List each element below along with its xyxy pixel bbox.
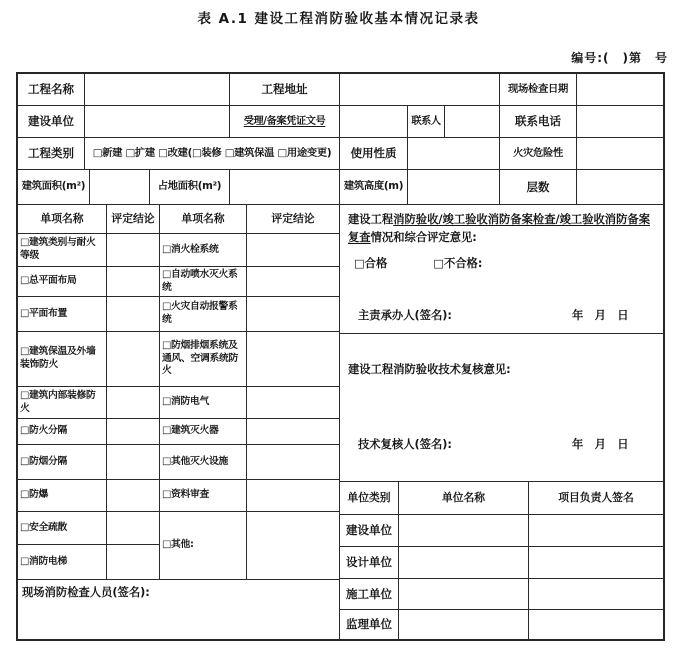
project-type-label: 工程类别 bbox=[18, 138, 85, 170]
reviewer-sign-label: 技术复核人(签名): bbox=[358, 438, 452, 451]
unit-name-cell bbox=[399, 515, 529, 547]
result-cell bbox=[247, 445, 340, 480]
checklist-item-site-layout: □总平面布局 bbox=[18, 267, 107, 297]
fire-hazard-label: 火灾危险性 bbox=[500, 138, 577, 170]
checklist-item-other: □其他: bbox=[160, 512, 247, 580]
unit-signature-cell bbox=[529, 610, 663, 639]
building-area-value bbox=[90, 170, 150, 205]
result-cell bbox=[247, 387, 340, 419]
result-cell bbox=[107, 419, 160, 445]
construction-unit-value bbox=[85, 106, 230, 138]
project-name-label: 工程名称 bbox=[18, 74, 85, 106]
checklist-item-insulation-facade: □建筑保温及外墙装饰防火 bbox=[18, 332, 107, 387]
review-heading: 建设工程消防验收技术复核意见: bbox=[348, 363, 511, 376]
result-cell bbox=[247, 512, 340, 580]
land-area-value bbox=[230, 170, 340, 205]
sponsor-sign-label: 主责承办人(签名): bbox=[358, 309, 452, 322]
result-cell bbox=[107, 234, 160, 267]
opinion-checkbox-row bbox=[340, 255, 663, 271]
result-cell bbox=[247, 332, 340, 387]
result-cell bbox=[107, 545, 160, 580]
units-header-signature: 项目负责人签名 bbox=[529, 482, 663, 515]
checklist-item-hydrant-system: □消火栓系统 bbox=[160, 234, 247, 267]
unit-row-builder-label: 施工单位 bbox=[340, 579, 399, 610]
units-header-category: 单位类别 bbox=[340, 482, 399, 515]
contact-person-label: 联系人 bbox=[408, 106, 445, 138]
checklist-item-evacuation: □安全疏散 bbox=[18, 512, 107, 545]
form-table bbox=[16, 72, 665, 641]
checklist-item-extinguishers: □建筑灭火器 bbox=[160, 419, 247, 445]
land-area-label: 占地面积(m²) bbox=[150, 170, 230, 205]
contact-phone-label: 联系电话 bbox=[500, 106, 577, 138]
building-height-value bbox=[408, 170, 500, 205]
result-cell bbox=[247, 234, 340, 267]
result-cell bbox=[107, 480, 160, 512]
result-cell bbox=[107, 512, 160, 545]
floors-label: 层数 bbox=[500, 170, 577, 205]
result-cell bbox=[107, 332, 160, 387]
unit-row-construction-label: 建设单位 bbox=[340, 515, 399, 547]
unit-row-design-label: 设计单位 bbox=[340, 547, 399, 579]
result-cell bbox=[107, 445, 160, 480]
fail-checkbox: □不合格: bbox=[433, 257, 483, 270]
result-cell bbox=[247, 480, 340, 512]
result-cell bbox=[107, 267, 160, 297]
contact-phone-value bbox=[577, 106, 663, 138]
inspection-date-label: 现场检查日期 bbox=[500, 74, 577, 106]
checklist-header-item-name-1: 单项名称 bbox=[18, 205, 107, 234]
checklist-item-building-class: □建筑类别与耐火等级 bbox=[18, 234, 107, 267]
units-header-name: 单位名称 bbox=[399, 482, 529, 515]
checklist-header-result-1: 评定结论 bbox=[107, 205, 160, 234]
result-cell bbox=[247, 297, 340, 332]
acceptance-doc-no-label: 受理/备案凭证文号 bbox=[230, 106, 340, 138]
opinion-heading: 建设工程消防验收/竣工验收消防备案检查/竣工验收消防备案复查情况和综合评定意见: bbox=[348, 213, 650, 244]
checklist-item-fire-separation: □防火分隔 bbox=[18, 419, 107, 445]
acceptance-doc-no-value bbox=[340, 106, 408, 138]
checklist-item-document-review: □资料审查 bbox=[160, 480, 247, 512]
unit-name-cell bbox=[399, 610, 529, 639]
serial-number: 编号:( )第 号 bbox=[571, 51, 668, 65]
pass-checkbox: □合格 bbox=[354, 257, 388, 270]
checklist-item-sprinkler-system: □自动喷水灭火系统 bbox=[160, 267, 247, 297]
technical-review-section bbox=[340, 334, 663, 482]
result-cell bbox=[107, 387, 160, 419]
checklist-header-item-name-2: 单项名称 bbox=[160, 205, 247, 234]
building-height-label: 建筑高度(m) bbox=[340, 170, 408, 205]
project-address-value bbox=[340, 74, 500, 106]
checklist-item-smoke-separation: □防烟分隔 bbox=[18, 445, 107, 480]
unit-name-cell bbox=[399, 547, 529, 579]
floors-value bbox=[577, 170, 663, 205]
inspector-signature-cell: 现场消防检查人员(签名): bbox=[18, 580, 340, 639]
result-cell bbox=[247, 267, 340, 297]
reviewer-sign-date: 年 月 日 bbox=[572, 438, 629, 451]
result-cell bbox=[107, 297, 160, 332]
fire-hazard-value bbox=[577, 138, 663, 170]
unit-name-cell bbox=[399, 579, 529, 610]
contact-person-value bbox=[445, 106, 500, 138]
sponsor-sign-date: 年 月 日 bbox=[572, 309, 629, 322]
inspection-date-value bbox=[577, 74, 663, 106]
building-area-label: 建筑面积(m²) bbox=[18, 170, 90, 205]
checklist-item-interior-decoration: □建筑内部装修防火 bbox=[18, 387, 107, 419]
form-title: 表 A.1 建设工程消防验收基本情况记录表 bbox=[197, 11, 480, 27]
construction-unit-label: 建设单位 bbox=[18, 106, 85, 138]
checklist-item-fire-electrical: □消防电气 bbox=[160, 387, 247, 419]
checklist-item-plan-arrangement: □平面布置 bbox=[18, 297, 107, 332]
result-cell bbox=[247, 419, 340, 445]
project-address-label: 工程地址 bbox=[230, 74, 340, 106]
checklist-item-fire-alarm-system: □火灾自动报警系统 bbox=[160, 297, 247, 332]
unit-signature-cell bbox=[529, 515, 663, 547]
overall-opinion-section bbox=[340, 205, 663, 334]
checklist-item-fire-elevator: □消防电梯 bbox=[18, 545, 107, 580]
unit-signature-cell bbox=[529, 547, 663, 579]
checklist-item-explosion-proof: □防爆 bbox=[18, 480, 107, 512]
usage-nature-value bbox=[408, 138, 500, 170]
unit-row-supervision-label: 监理单位 bbox=[340, 610, 399, 639]
project-name-value bbox=[85, 74, 230, 106]
checklist-header-result-2: 评定结论 bbox=[247, 205, 340, 234]
usage-nature-label: 使用性质 bbox=[340, 138, 408, 170]
project-type-options: □新建 □扩建 □改建(□装修 □建筑保温 □用途变更) bbox=[85, 138, 340, 170]
checklist-item-smoke-ventilation: □防烟排烟系统及通风、空调系统防火 bbox=[160, 332, 247, 387]
unit-signature-cell bbox=[529, 579, 663, 610]
checklist-item-other-extinguishing: □其他灭火设施 bbox=[160, 445, 247, 480]
